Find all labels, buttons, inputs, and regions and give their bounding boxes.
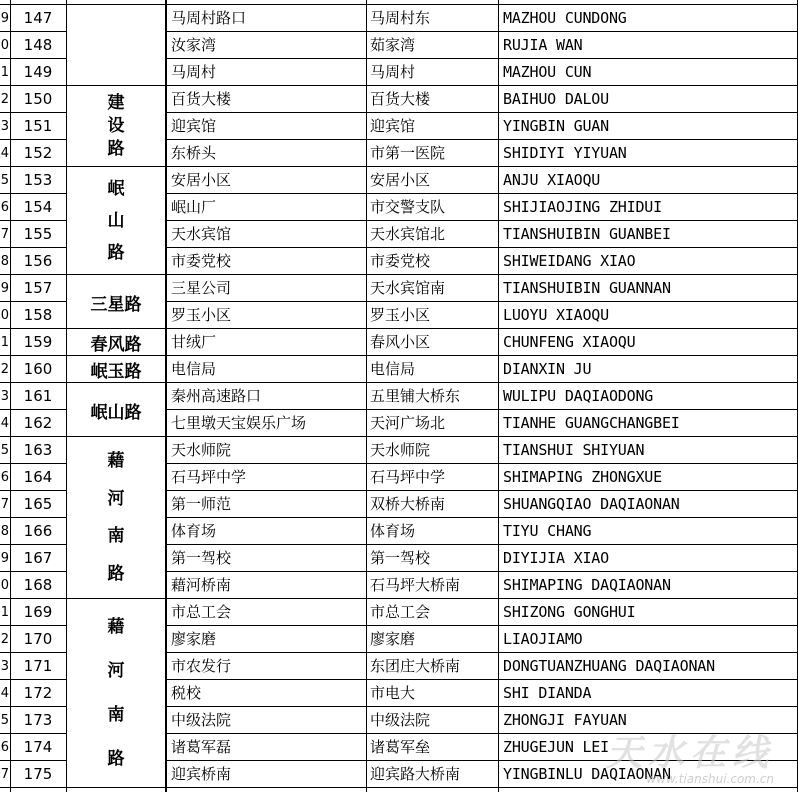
stop-pinyin: LIAOJIAMO <box>503 630 583 648</box>
row-divider <box>166 706 798 707</box>
road-name-cell <box>66 599 166 788</box>
direction-stop-name: 罗玉小区 <box>370 306 431 324</box>
row-divider <box>166 31 798 32</box>
column-divider <box>165 0 167 792</box>
stop-name: 天水师院 <box>171 441 232 459</box>
road-name-char: 岷 <box>107 178 125 199</box>
row-divider <box>0 4 798 5</box>
direction-stop-name: 市电大 <box>370 684 416 702</box>
row-edge-label: 1 <box>0 605 9 620</box>
direction-stop-name: 马周村东 <box>370 9 431 27</box>
row-edge-label: 9 <box>0 551 9 566</box>
row-edge-label: 2 <box>0 632 9 647</box>
row-edge-label: 3 <box>0 119 9 134</box>
stop-pinyin: ZHONGJI FAYUAN <box>503 711 627 729</box>
row-edge-label: 8 <box>0 254 9 269</box>
row-number: 171 <box>23 657 53 675</box>
direction-stop-name: 百货大楼 <box>370 90 431 108</box>
direction-stop-name: 廖家磨 <box>370 630 416 648</box>
stop-name: 体育场 <box>171 522 217 540</box>
stop-pinyin: LUOYU XIAOQU <box>503 306 609 324</box>
stop-name: 迎宾桥南 <box>171 765 232 783</box>
stop-name: 藉河桥南 <box>171 576 232 594</box>
row-number: 162 <box>23 414 53 432</box>
stop-pinyin: YINGBINLU DAQIAONAN <box>503 765 671 783</box>
stop-pinyin: TIANSHUI SHIYUAN <box>503 441 645 459</box>
direction-stop-name: 电信局 <box>370 360 416 378</box>
road-name-char: 路 <box>107 563 125 584</box>
direction-stop-name: 五里铺大桥东 <box>370 387 461 405</box>
row-divider <box>0 598 798 599</box>
row-number: 150 <box>23 90 53 108</box>
row-edge-label: 7 <box>0 227 9 242</box>
row-edge-label: 1 <box>0 335 9 350</box>
road-name-char: 南 <box>107 705 125 726</box>
road-name-char: 藉 <box>107 616 125 637</box>
row-divider <box>0 328 798 329</box>
stop-name: 迎宾馆 <box>171 117 217 135</box>
road-name-cell <box>66 5 166 86</box>
watermark-logo-text: 天水在线 <box>605 732 774 774</box>
road-name-cell <box>66 86 166 167</box>
row-number: 160 <box>23 360 53 378</box>
watermark-url: www.tianshui.com.cn <box>646 772 774 786</box>
row-number: 147 <box>23 9 53 27</box>
road-name-char: 路 <box>107 749 125 770</box>
row-number: 161 <box>23 387 53 405</box>
stop-name: 秦州高速路口 <box>171 387 262 405</box>
row-edge-label: 2 <box>0 92 9 107</box>
row-number: 156 <box>23 252 53 270</box>
stop-pinyin: SHIWEIDANG XIAO <box>503 252 636 270</box>
row-number: 164 <box>23 468 53 486</box>
road-name-char: 藉 <box>107 451 125 472</box>
column-divider <box>10 0 11 792</box>
row-number: 173 <box>23 711 53 729</box>
road-name-char: 路 <box>107 242 125 263</box>
column-divider <box>498 0 499 792</box>
row-edge-label: 2 <box>0 362 9 377</box>
row-edge-label: 8 <box>0 524 9 539</box>
row-edge-label: 7 <box>0 497 9 512</box>
row-divider <box>166 112 798 113</box>
stop-pinyin: MAZHOU CUN <box>503 63 592 81</box>
stop-name: 甘绒厂 <box>171 333 217 351</box>
road-name-char: 河 <box>107 488 125 509</box>
direction-stop-name: 市交警支队 <box>370 198 446 216</box>
stop-name: 第一驾校 <box>171 549 232 567</box>
row-number: 151 <box>23 117 53 135</box>
row-divider <box>166 733 798 734</box>
stop-name: 市总工会 <box>171 603 232 621</box>
stop-name: 东桥头 <box>171 144 217 162</box>
row-divider <box>0 355 798 356</box>
row-divider <box>166 625 798 626</box>
row-edge-label: 9 <box>0 11 9 26</box>
stop-pinyin: RUJIA WAN <box>503 36 583 54</box>
direction-stop-name: 石马坪大桥南 <box>370 576 461 594</box>
stop-pinyin: WULIPU DAQIAODONG <box>503 387 654 405</box>
stop-pinyin: TIANSHUIBIN GUANNAN <box>503 279 671 297</box>
road-name-cell: 岷玉路 <box>90 362 142 382</box>
row-divider <box>166 220 798 221</box>
direction-stop-name: 天水宾馆南 <box>370 279 446 297</box>
stop-pinyin: TIANHE GUANGCHANGBEI <box>503 414 680 432</box>
row-number: 174 <box>23 738 53 756</box>
row-divider <box>166 760 798 761</box>
row-edge-label: 3 <box>0 389 9 404</box>
stop-pinyin: SHIJIAOJING ZHIDUI <box>503 198 662 216</box>
direction-stop-name: 迎宾路大桥南 <box>370 765 461 783</box>
row-number: 154 <box>23 198 53 216</box>
stop-name: 七里墩天宝娱乐广场 <box>171 414 307 432</box>
row-number: 175 <box>23 765 53 783</box>
direction-stop-name: 春风小区 <box>370 333 431 351</box>
stop-pinyin: CHUNFENG XIAOQU <box>503 333 636 351</box>
row-edge-label: 4 <box>0 416 9 431</box>
row-divider <box>166 58 798 59</box>
row-edge-label: 5 <box>0 173 9 188</box>
stop-pinyin: ZHUGEJUN LEI <box>503 738 609 756</box>
row-divider <box>0 274 798 275</box>
row-edge-label: 3 <box>0 659 9 674</box>
row-divider <box>166 652 798 653</box>
stop-name: 石马坪中学 <box>171 468 247 486</box>
road-name-char: 山 <box>107 210 125 231</box>
road-name-cell: 春风路 <box>90 335 142 355</box>
direction-stop-name: 中级法院 <box>370 711 431 729</box>
row-number: 169 <box>23 603 53 621</box>
row-edge-label: 4 <box>0 686 9 701</box>
road-name-char: 河 <box>107 660 125 681</box>
row-edge-label: 9 <box>0 281 9 296</box>
stop-pinyin: TIANSHUIBIN GUANBEI <box>503 225 671 243</box>
direction-stop-name: 东团庄大桥南 <box>370 657 461 675</box>
row-divider <box>166 409 798 410</box>
row-divider <box>166 490 798 491</box>
row-divider <box>166 679 798 680</box>
row-number: 158 <box>23 306 53 324</box>
stop-name: 安居小区 <box>171 171 232 189</box>
stop-name: 三星公司 <box>171 279 232 297</box>
stop-pinyin: ANJU XIAOQU <box>503 171 601 189</box>
row-divider <box>0 436 798 437</box>
direction-stop-name: 第一驾校 <box>370 549 431 567</box>
stop-pinyin: DIYIJIA XIAO <box>503 549 609 567</box>
row-number: 149 <box>23 63 53 81</box>
row-number: 157 <box>23 279 53 297</box>
stop-pinyin: SHIMAPING DAQIAONAN <box>503 576 671 594</box>
row-edge-label: 0 <box>0 38 9 53</box>
direction-stop-name: 天水宾馆北 <box>370 225 446 243</box>
stop-pinyin: SHIZONG GONGHUI <box>503 603 636 621</box>
row-number: 172 <box>23 684 53 702</box>
row-number: 163 <box>23 441 53 459</box>
row-divider <box>166 517 798 518</box>
stop-pinyin: YINGBIN GUAN <box>503 117 609 135</box>
stop-pinyin: SHIMAPING ZHONGXUE <box>503 468 662 486</box>
row-edge-label: 1 <box>0 65 9 80</box>
row-edge-label: 5 <box>0 713 9 728</box>
direction-stop-name: 马周村 <box>370 63 416 81</box>
stop-name: 诸葛军磊 <box>171 738 232 756</box>
stop-pinyin: MAZHOU CUNDONG <box>503 9 627 27</box>
row-divider <box>0 85 798 86</box>
direction-stop-name: 安居小区 <box>370 171 431 189</box>
stop-pinyin: SHUANGQIAO DAQIAONAN <box>503 495 680 513</box>
row-divider <box>166 193 798 194</box>
row-number: 152 <box>23 144 53 162</box>
stop-pinyin: DONGTUANZHUANG DAQIAONAN <box>503 657 715 675</box>
row-edge-label: 6 <box>0 470 9 485</box>
stop-name: 市农发行 <box>171 657 232 675</box>
stop-pinyin: SHI DIANDA <box>503 684 592 702</box>
stop-name: 市委党校 <box>171 252 232 270</box>
stop-name: 第一师范 <box>171 495 232 513</box>
row-number: 153 <box>23 171 53 189</box>
row-divider <box>166 139 798 140</box>
row-edge-label: 4 <box>0 146 9 161</box>
stop-name: 电信局 <box>171 360 217 378</box>
road-name-cell: 岷山路 <box>90 402 142 423</box>
direction-stop-name: 茹家湾 <box>370 36 416 54</box>
row-number: 168 <box>23 576 53 594</box>
direction-stop-name: 市委党校 <box>370 252 431 270</box>
row-number: 148 <box>23 36 53 54</box>
column-divider <box>66 0 67 792</box>
direction-stop-name: 市第一医院 <box>370 144 446 162</box>
stop-name: 税校 <box>171 684 202 702</box>
row-number: 170 <box>23 630 53 648</box>
row-number: 159 <box>23 333 53 351</box>
direction-stop-name: 天河广场北 <box>370 414 446 432</box>
stop-name: 马周村路口 <box>171 9 247 27</box>
stop-pinyin: TIYU CHANG <box>503 522 592 540</box>
row-edge-label: 6 <box>0 740 9 755</box>
stop-pinyin: SHIDIYI YIYUAN <box>503 144 627 162</box>
row-edge-label: 7 <box>0 767 9 782</box>
row-divider <box>166 247 798 248</box>
direction-stop-name: 市总工会 <box>370 603 431 621</box>
row-divider <box>166 301 798 302</box>
row-number: 155 <box>23 225 53 243</box>
stop-name: 马周村 <box>171 63 217 81</box>
stop-name: 百货大楼 <box>171 90 232 108</box>
direction-stop-name: 天水师院 <box>370 441 431 459</box>
road-name-char: 南 <box>107 526 125 547</box>
row-edge-label: 0 <box>0 578 9 593</box>
road-name-char: 建 <box>107 93 125 113</box>
direction-stop-name: 迎宾馆 <box>370 117 416 135</box>
row-edge-label: 5 <box>0 443 9 458</box>
row-divider <box>0 382 798 383</box>
road-name-char: 路 <box>107 139 125 159</box>
row-divider <box>0 787 798 788</box>
row-number: 166 <box>23 522 53 540</box>
row-number: 167 <box>23 549 53 567</box>
direction-stop-name: 诸葛军垒 <box>370 738 431 756</box>
stop-pinyin: BAIHUO DALOU <box>503 90 609 108</box>
stop-name: 廖家磨 <box>171 630 217 648</box>
column-divider <box>366 0 367 792</box>
road-name-char: 设 <box>107 116 125 136</box>
road-name-cell: 三星路 <box>90 294 142 315</box>
row-divider <box>166 571 798 572</box>
road-name-cell <box>66 437 166 599</box>
road-name-cell <box>66 167 166 275</box>
stop-name: 罗玉小区 <box>171 306 232 324</box>
stop-pinyin: DIANXIN JU <box>503 360 592 378</box>
row-divider <box>0 166 798 167</box>
stop-name: 天水宾馆 <box>171 225 232 243</box>
row-edge-label: 6 <box>0 200 9 215</box>
direction-stop-name: 体育场 <box>370 522 416 540</box>
stop-name: 中级法院 <box>171 711 232 729</box>
stop-name: 汝家湾 <box>171 36 217 54</box>
stop-name: 岷山厂 <box>171 198 217 216</box>
row-number: 165 <box>23 495 53 513</box>
row-divider <box>166 463 798 464</box>
row-divider <box>166 544 798 545</box>
direction-stop-name: 石马坪中学 <box>370 468 446 486</box>
direction-stop-name: 双桥大桥南 <box>370 495 446 513</box>
row-edge-label: 0 <box>0 308 9 323</box>
